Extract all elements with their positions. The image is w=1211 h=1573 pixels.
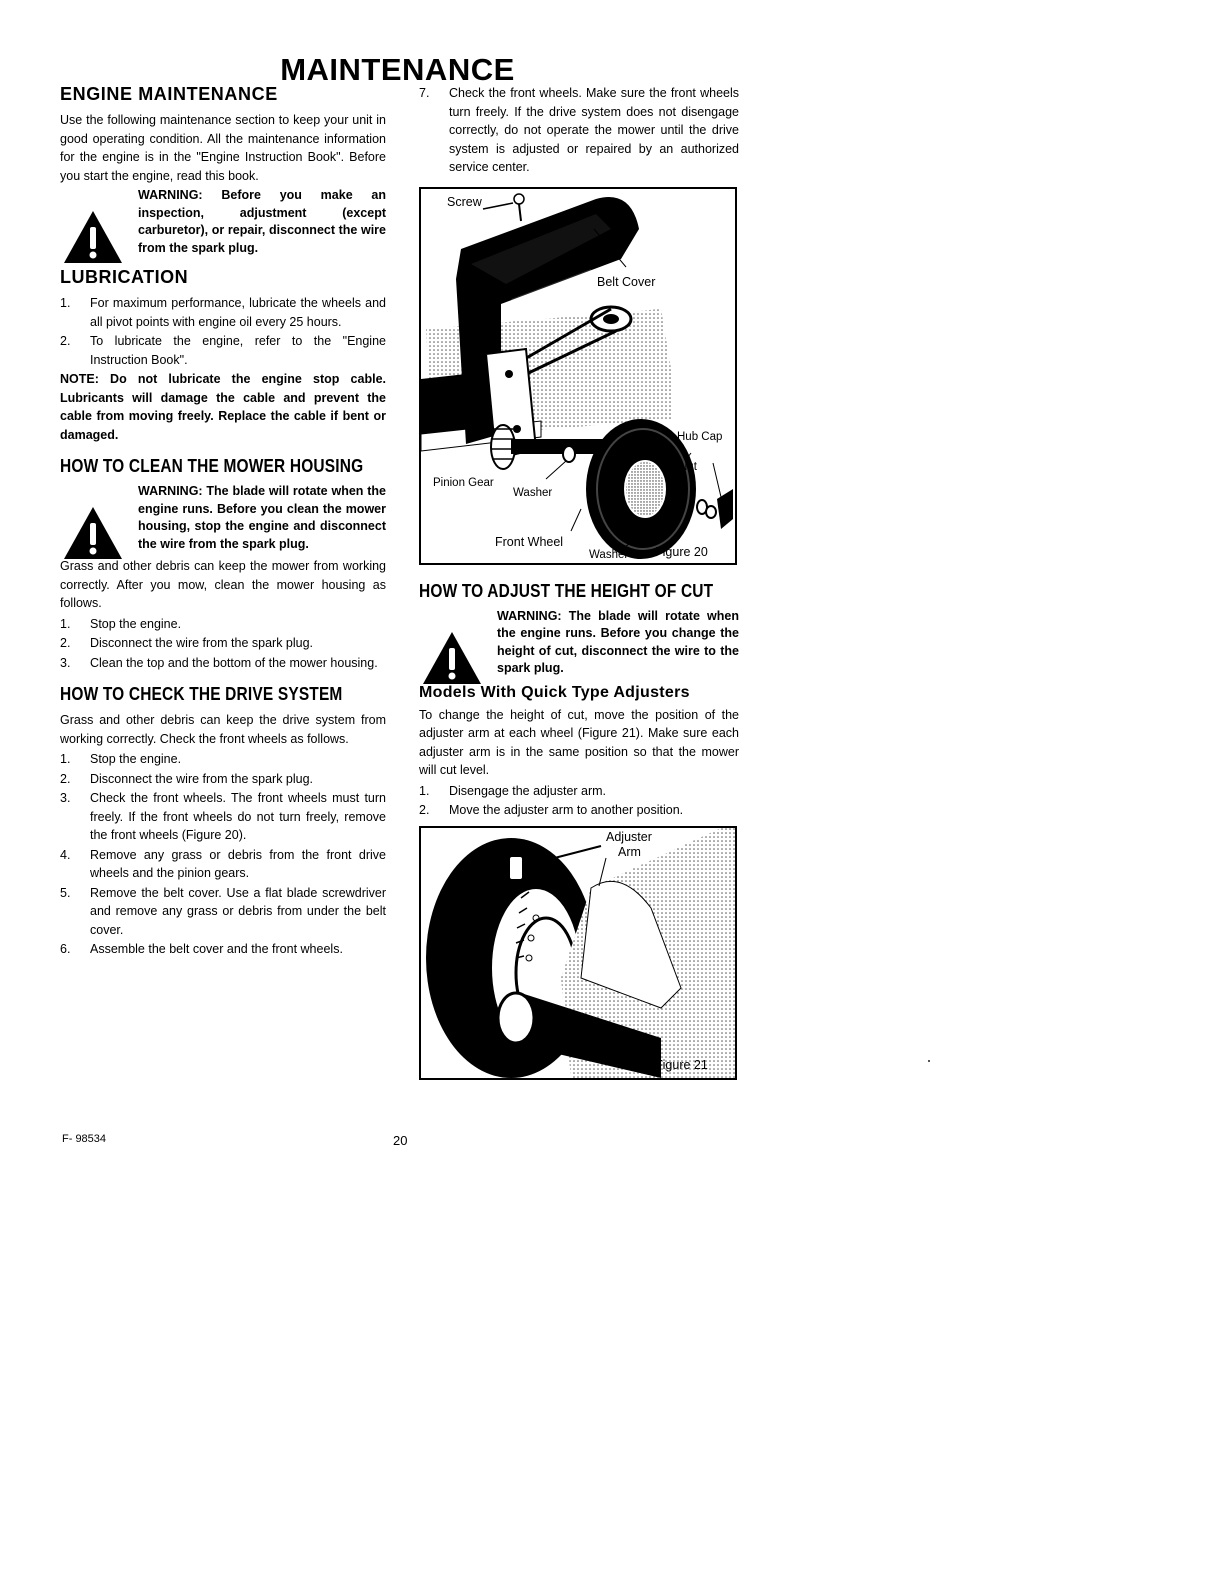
height-steps	[419, 782, 739, 820]
lubrication-steps	[60, 294, 386, 369]
figure-21-caption: Figure 21	[655, 1057, 708, 1072]
list-item: 6. Assemble the belt cover and the front wheels.	[60, 942, 343, 956]
label-pinion-gear: Pinion Gear	[433, 476, 494, 489]
height-warning-text: WARNING: The blade will rotate when the engine runs. Before you change the height of cut, disconnect the wire to the spark plug.	[497, 608, 739, 675]
height-of-cut-heading: HOW TO ADJUST THE HEIGHT OF CUT	[419, 580, 714, 601]
warning-triangle-icon	[62, 209, 124, 265]
list-item: 1. Disengage the adjuster arm.	[419, 783, 607, 798]
clean-housing-heading: HOW TO CLEAN THE MOWER HOUSING	[60, 456, 364, 476]
lubrication-heading: LUBRICATION	[60, 267, 189, 287]
figure-21	[419, 826, 737, 1080]
label-nut: Nut	[679, 460, 697, 473]
engine-maintenance-heading: ENGINE MAINTENANCE	[60, 84, 278, 104]
figure-20-caption: Figure 20	[655, 544, 708, 559]
drive-intro: Grass and other debris can keep the drive system from working correctly. Check the front wheels as follows.	[60, 713, 386, 746]
label-screw: Screw	[447, 194, 482, 209]
label-belt-cover: Belt Cover	[597, 274, 656, 289]
list-item: 7. Check the front wheels. Make sure the front wheels turn freely. If the drive system does not disengage correctly, do not operate the mower until the drive system is adjusted or repaired by an authorized service center.	[419, 86, 739, 174]
list-item: 3. Clean the top and the bottom of the mower housing.	[60, 655, 378, 670]
list-item: 1. Stop the engine.	[60, 752, 182, 766]
list-item: 3. Check the front wheels. The front wheels must turn freely. If the front wheels do not turn freely, remove the front wheels (Figure 20).	[60, 791, 386, 842]
label-front-wheel: Front Wheel	[495, 534, 564, 549]
lubrication-note: NOTE: Do not lubricate the engine stop cable. Lubricants will damage the cable and prevent the cable from moving freely. Replace the cable if bent or damaged.	[60, 372, 386, 442]
clean-steps	[60, 615, 386, 673]
drive-steps	[60, 750, 386, 959]
list-item: 2. Move the adjuster arm to another position.	[419, 803, 684, 817]
height-intro: To change the height of cut, move the position of the adjuster arm at each wheel (Figure 21). Make sure each adjuster arm is in the same position so that the mower will cut level.	[419, 707, 739, 777]
label-adjuster: Adjuster	[606, 829, 652, 844]
clean-warning-text: WARNING: The blade will rotate when the engine runs. Before you clean the mower housing, stop the engine and disconnect the wire from the spark plug.	[138, 484, 386, 551]
right-column	[419, 84, 739, 1080]
drive-steps-continued	[419, 84, 739, 177]
label-washer: Washer	[589, 548, 629, 561]
page-number: 20	[393, 1133, 408, 1148]
engine-warning-text: WARNING: Before you make an inspection, adjustment (except carburetor), or repair, disconnect the wire from the spark plug.	[138, 188, 386, 255]
list-item: 4. Remove any grass or debris from the front drive wheels and the pinion gears.	[60, 847, 386, 880]
label-washer: Washer	[513, 486, 553, 499]
list-item: 2. To lubricate the engine, refer to the "Engine Instruction Book".	[60, 334, 386, 367]
scan-artifact	[928, 1060, 930, 1062]
list-item: 2. Disconnect the wire from the spark plug.	[60, 771, 314, 786]
warning-triangle-icon	[421, 630, 483, 686]
engine-warning	[60, 187, 386, 257]
list-item: 1. For maximum performance, lubricate the wheels and all pivot points with engine oil every 25 hours.	[60, 296, 386, 329]
engine-intro: Use the following maintenance section to keep your unit in good operating condition. All the maintenance information for the engine is in the "Engine Instruction Book". Before you start the engine, read this book.	[60, 113, 386, 183]
left-column	[60, 84, 386, 960]
label-arm: Arm	[618, 844, 641, 859]
adjuster-arm-illustration	[421, 828, 735, 1078]
list-item: 5. Remove the belt cover. Use a flat blade screwdriver and remove any grass or debris from under the belt cover.	[60, 885, 386, 937]
quick-adjusters-subheading: Models With Quick Type Adjusters	[419, 683, 690, 701]
figure-20	[419, 187, 737, 565]
clean-intro: Grass and other debris can keep the mower from working correctly. After you mow, clean the mower housing as follows.	[60, 559, 386, 610]
mower-belt-cover-illustration	[421, 189, 735, 563]
clean-warning	[60, 483, 386, 553]
drive-system-heading: HOW TO CHECK THE DRIVE SYSTEM	[60, 684, 343, 704]
warning-triangle-icon	[62, 505, 124, 561]
page-title: MAINTENANCE	[280, 52, 515, 87]
list-item: 2. Disconnect the wire from the spark plug.	[60, 636, 314, 650]
label-hub-cap: Hub Cap	[677, 430, 723, 443]
list-item: 1. Stop the engine.	[60, 616, 182, 631]
height-warning	[419, 608, 739, 678]
document-id: F- 98534	[62, 1133, 107, 1145]
